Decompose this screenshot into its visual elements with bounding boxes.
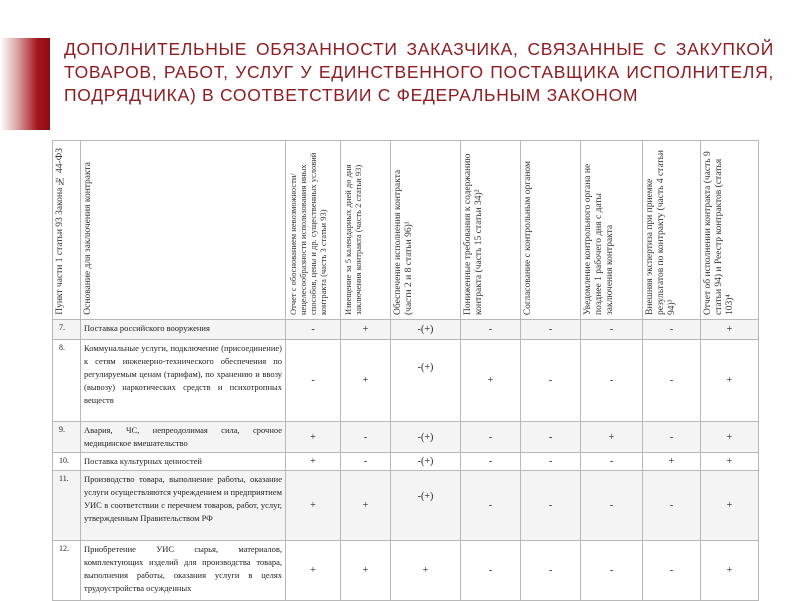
mark-cell: - <box>521 422 581 453</box>
header-text: Согласование с контрольным органом <box>523 160 533 315</box>
header-cell-approval <box>521 141 581 320</box>
mark-cell: + <box>701 453 759 471</box>
table-row <box>53 422 759 453</box>
mark-cell: - <box>286 320 341 340</box>
header-cell-expertise <box>643 141 701 320</box>
mark-cell: -(+) <box>391 453 461 471</box>
mark-cell: - <box>643 541 701 601</box>
header-text: Уведомление контрольного органа не позднее 1 рабочего дня с даты заключения контракта <box>583 163 615 315</box>
header-cell-reduced-requirements <box>461 141 521 320</box>
row-description: Производство товара, выполнение работы, оказание услуги осуществляются учреждением и предприятием УИС в соответствии с перечнем товаров, работ, услуг, утвержденным Правительством РФ <box>81 471 286 541</box>
row-description: Авария, ЧС, непреодолимая сила, срочное медицинское вмешательство <box>81 422 286 453</box>
header-cell-basis <box>81 141 286 320</box>
mark-cell: + <box>581 422 643 453</box>
mark-cell: + <box>286 422 341 453</box>
table-row <box>53 471 759 541</box>
mark-cell: - <box>521 541 581 601</box>
mark-cell: - <box>521 320 581 340</box>
mark-cell: + <box>286 541 341 601</box>
header-text: Внешняя экспертиза при приемке результатов по контракту (часть 4 статьи 94)³ <box>645 150 677 315</box>
header-row <box>53 141 759 320</box>
row-number: 7. <box>53 320 81 340</box>
row-number: 10. <box>53 453 81 471</box>
header-cell-execution-report <box>701 141 759 320</box>
accent-bar <box>0 38 50 130</box>
mark-cell: - <box>581 320 643 340</box>
mark-cell: + <box>701 340 759 422</box>
mark-cell: - <box>643 422 701 453</box>
row-description: Приобретение УИС сырья, материалов, комплектующих изделий для производства товара, выполнения работы, оказания услуги в целях трудоустройства осужденных <box>81 541 286 601</box>
mark-cell: + <box>461 340 521 422</box>
mark-cell: -(+) <box>391 422 461 453</box>
mark-cell: + <box>341 320 391 340</box>
mark-cell: + <box>286 471 341 541</box>
requirements-table <box>52 140 759 601</box>
table-row <box>53 453 759 471</box>
mark-cell: - <box>461 453 521 471</box>
header-cell-notice <box>341 141 391 320</box>
header-text: Отчет с обоснованием невозможности/ нецелесообразности использования иных способов, цены и др. существенных условий контракта (часть 3 статьи 93) <box>288 152 328 315</box>
mark-cell: - <box>461 541 521 601</box>
mark-cell: - <box>521 340 581 422</box>
row-number: 12. <box>53 541 81 601</box>
header-text: Извещение за 5 календарных дней до дня заключения контракта (часть 2 статьи 93) <box>343 164 363 315</box>
mark-cell: + <box>341 471 391 541</box>
table-row <box>53 541 759 601</box>
header-text: Отчет об исполнении контракта (часть 9 статьи 94) и Реестр контрактов (статья 103)⁴ <box>703 151 735 315</box>
mark-cell: - <box>521 453 581 471</box>
mark-cell: - <box>521 471 581 541</box>
mark-cell: - <box>581 471 643 541</box>
row-number: 11. <box>53 471 81 541</box>
header-text: Пункт части 1 статьи 93 Закона № 44-ФЗ <box>55 148 65 315</box>
mark-cell: - <box>581 340 643 422</box>
mark-cell: + <box>701 471 759 541</box>
mark-cell: -(+) <box>391 340 461 422</box>
header-cell-security <box>391 141 461 320</box>
mark-cell: - <box>581 541 643 601</box>
row-number: 9. <box>53 422 81 453</box>
row-description: Коммунальные услуги, подключение (присоединение) к сетям инженерно-технического обеспечения по регулируемым ценам (тарифам), по хранению и ввозу (вывозу) наркотических средств и психотропных веществ <box>81 340 286 422</box>
mark-cell: + <box>701 541 759 601</box>
header-text: Обеспечение исполнения контракта (части 2 и 8 статьи 96)¹ <box>393 169 414 315</box>
table-row <box>53 340 759 422</box>
mark-cell: -(+) <box>391 471 461 541</box>
mark-cell: - <box>341 453 391 471</box>
mark-cell: + <box>643 453 701 471</box>
mark-cell: - <box>581 453 643 471</box>
mark-cell: + <box>286 453 341 471</box>
row-description: Поставка российского вооружения <box>81 320 286 340</box>
mark-cell: - <box>286 340 341 422</box>
mark-cell: + <box>391 541 461 601</box>
header-text: Пониженные требования к содержанию контракта (часть 15 статьи 34)² <box>463 153 484 315</box>
header-cell-article-point <box>53 141 81 320</box>
header-cell-notification <box>581 141 643 320</box>
slide-title: ДОПОЛНИТЕЛЬНЫЕ ОБЯЗАННОСТИ ЗАКАЗЧИКА, СВЯЗАННЫЕ С ЗАКУПКОЙ ТОВАРОВ, РАБОТ, УСЛУГ У ЕДИНСТВЕННОГО ПОСТАВЩИКА ИСПОЛНИТЕЛЯ, ПОДРЯДЧИКА) В СООТВЕТСТВИИ С ФЕДЕРАЛЬНЫМ ЗАКОНОМ <box>64 39 774 105</box>
row-number: 8. <box>53 340 81 422</box>
mark-cell: + <box>701 422 759 453</box>
mark-cell: -(+) <box>391 320 461 340</box>
mark-cell: - <box>461 471 521 541</box>
header-text: Основание для заключения контракта <box>83 162 93 315</box>
mark-cell: - <box>643 340 701 422</box>
mark-cell: - <box>643 320 701 340</box>
mark-cell: - <box>341 422 391 453</box>
mark-cell: + <box>341 541 391 601</box>
mark-cell: + <box>341 340 391 422</box>
row-description: Поставка культурных ценностей <box>81 453 286 471</box>
requirements-table-container <box>52 140 758 593</box>
table-row <box>53 320 759 340</box>
mark-cell: - <box>461 422 521 453</box>
mark-cell: - <box>461 320 521 340</box>
header-cell-report <box>286 141 341 320</box>
mark-cell: + <box>701 320 759 340</box>
mark-cell: - <box>643 471 701 541</box>
